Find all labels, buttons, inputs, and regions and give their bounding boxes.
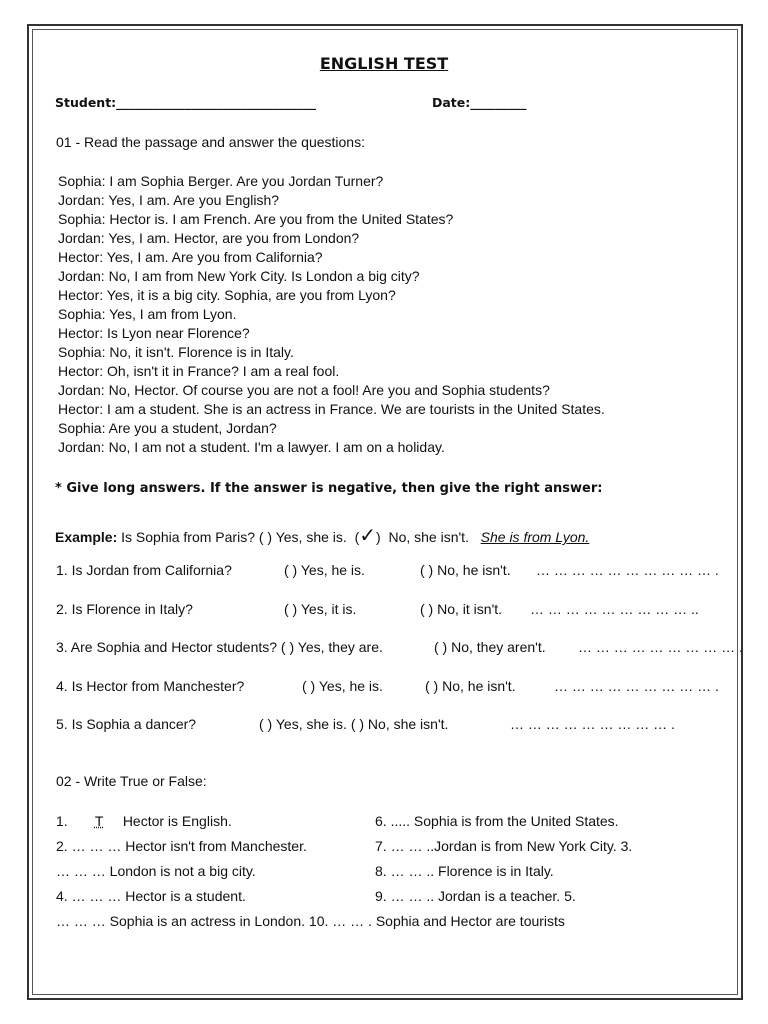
example-label: Example: (55, 529, 118, 545)
question-4-blank: … … … … … … … … … . (554, 678, 719, 694)
question-3: 3. Are Sophia and Hector students? ( ) Yes, they are. (56, 639, 383, 655)
tf-item-4: 4. … … … Hector is a student. (56, 888, 246, 904)
tf-item-5-10: … … … Sophia is an actress in London. 10. … … . Sophia and Hector are tourists (56, 913, 565, 929)
tf-item-3: … … … London is not a big city. (56, 863, 256, 879)
dialogue-line: Jordan: No, Hector. Of course you are not a fool! Are you and Sophia students? (58, 382, 550, 398)
example-answer: She is from Lyon. (480, 529, 590, 545)
tf-item-1-text: Hector is English. (122, 813, 232, 829)
tf-item-7: 7. … … ..Jordan is from New York City. 3. (375, 838, 633, 854)
dialogue-line: Sophia: Are you a student, Jordan? (58, 420, 277, 436)
dialogue-passage (58, 172, 605, 457)
question-1-no: ( ) No, he isn't. (420, 562, 511, 578)
question-5: 5. Is Sophia a dancer? (56, 716, 197, 732)
page-title: ENGLISH TEST (319, 54, 449, 73)
tf-item-6: 6. ..... Sophia is from the United States. (375, 813, 619, 829)
example-negative: No, she isn't. (388, 529, 469, 545)
question-5-blank: … … … … … … … … … . (510, 716, 675, 732)
example-line (55, 523, 589, 547)
tf-item-2: 2. … … … Hector isn't from Manchester. (56, 838, 307, 854)
tf-item-1 (56, 813, 232, 829)
dialogue-line: Jordan: No, I am not a student. I'm a lawyer. I am on a holiday. (58, 439, 445, 455)
tf-item-8: 8. … … .. Florence is in Italy. (375, 863, 554, 879)
question-3-no: ( ) No, they aren't. (434, 639, 546, 655)
tf-item-1-number: 1. (56, 813, 68, 829)
question-4-yes: ( ) Yes, he is. (302, 678, 383, 694)
section2-heading: 02 - Write True or False: (56, 773, 207, 789)
question-2-no: ( ) No, it isn't. (420, 601, 503, 617)
question-1-blank: … … … … … … … … … … . (536, 562, 719, 578)
question-2-blank: … … … … … … … … … .. (530, 601, 699, 617)
dialogue-line: Sophia: Hector is. I am French. Are you from the United States? (58, 211, 454, 227)
question-5-options: ( ) Yes, she is. ( ) No, she isn't. (259, 716, 449, 732)
example-tick-open: ( (354, 529, 360, 545)
question-1: 1. Is Jordan from California? (56, 562, 232, 578)
tf-item-1-answer: T (94, 813, 104, 829)
example-tick-close: ) (376, 529, 381, 545)
student-field: Student:________________________________ (55, 95, 317, 110)
dialogue-line: Jordan: Yes, I am. Hector, are you from London? (58, 230, 360, 246)
dialogue-line: Sophia: I am Sophia Berger. Are you Jordan Turner? (58, 173, 384, 189)
question-3-blank: … … … … … … … … … . (578, 639, 743, 655)
question-4-no: ( ) No, he isn't. (425, 678, 516, 694)
dialogue-line: Sophia: No, it isn't. Florence is in Italy. (58, 344, 294, 360)
dialogue-line: Jordan: No, I am from New York City. Is London a big city? (58, 268, 420, 284)
dialogue-line: Hector: Yes, I am. Are you from California? (58, 249, 323, 265)
section1-heading: 01 - Read the passage and answer the questions: (56, 134, 365, 150)
dialogue-line: Sophia: Yes, I am from Lyon. (58, 306, 237, 322)
dialogue-line: Jordan: Yes, I am. Are you English? (58, 192, 280, 208)
question-1-yes: ( ) Yes, he is. (284, 562, 365, 578)
instruction-text: * Give long answers. If the answer is negative, then give the right answer: (55, 481, 603, 496)
dialogue-line: Hector: I am a student. She is an actress in France. We are tourists in the United States. (58, 401, 605, 417)
example-question: Is Sophia from Paris? ( ) Yes, she is. (121, 529, 347, 545)
question-4: 4. Is Hector from Manchester? (56, 678, 245, 694)
dialogue-line: Hector: Is Lyon near Florence? (58, 325, 250, 341)
question-2-yes: ( ) Yes, it is. (284, 601, 357, 617)
tf-item-9: 9. … … .. Jordan is a teacher. 5. (375, 888, 576, 904)
dialogue-line: Hector: Oh, isn't it in France? I am a real fool. (58, 363, 340, 379)
question-2: 2. Is Florence in Italy? (56, 601, 193, 617)
check-icon: ✓ (359, 523, 377, 547)
dialogue-line: Hector: Yes, it is a big city. Sophia, are you from Lyon? (58, 287, 396, 303)
date-field: Date:_________ (432, 95, 527, 110)
